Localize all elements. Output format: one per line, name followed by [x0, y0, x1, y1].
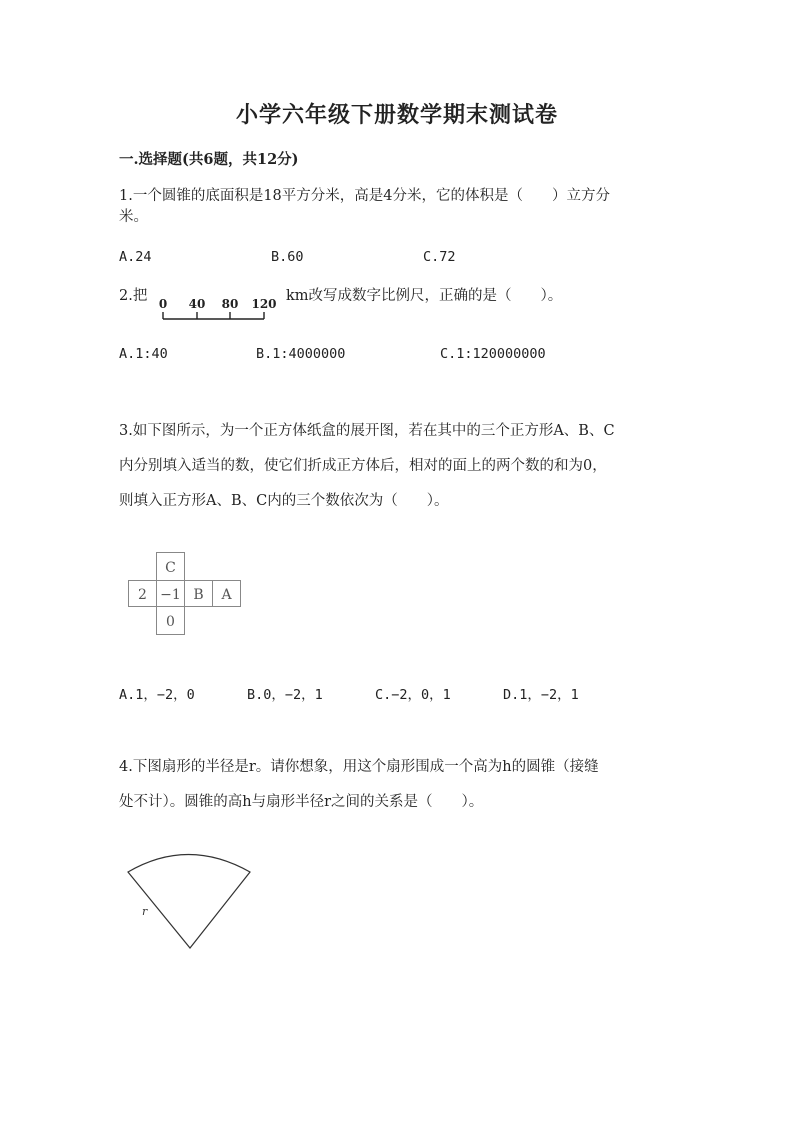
question-1-option-a[interactable]: A.24: [119, 249, 152, 265]
question-2-option-b[interactable]: B.1:4000000: [256, 346, 346, 362]
scale-bar-line: [163, 312, 264, 319]
question-3-line-2: 内分别填入适当的数，使它们折成正方体后，相对的面上的两个数的和为0，: [119, 458, 607, 474]
section-heading: 一.选择题(共6题，共12分): [119, 151, 299, 168]
cube-net-figure: [125, 550, 245, 640]
question-2-option-c[interactable]: C.1:120000000: [440, 346, 546, 362]
question-1-line-2: 米。: [119, 209, 148, 225]
scale-label-40: 40: [188, 297, 206, 311]
page-title: 小学六年级下册数学期末测试卷: [235, 102, 558, 128]
question-4-line-1: 4.下图扇形的半径是r。请你想象，用这个扇形围成一个高为h的圆锥（接缝: [119, 759, 599, 775]
net-label-c: C: [165, 560, 176, 576]
net-label-a: A: [221, 587, 232, 603]
question-2-option-a[interactable]: A.1:40: [119, 346, 168, 362]
sector-radius-label: r: [142, 905, 148, 918]
question-3-option-c[interactable]: C.−2，0，1: [375, 687, 451, 703]
question-3-line-1: 3.如下图所示，为一个正方体纸盒的展开图，若在其中的三个正方形A、B、C: [119, 423, 615, 439]
question-3-option-b[interactable]: B.0，−2，1: [247, 687, 323, 703]
question-2-suffix: km改写成数字比例尺，正确的是（ ）。: [286, 288, 563, 304]
net-label-0: 0: [166, 614, 175, 630]
net-label-minus-1: −1: [160, 587, 181, 603]
scale-label-0: 0: [158, 297, 168, 311]
question-1-option-b[interactable]: B.60: [271, 249, 304, 265]
net-label-b: B: [193, 587, 204, 603]
question-2-prefix: 2.把: [119, 288, 148, 304]
scale-label-120: 120: [251, 297, 277, 311]
question-3-option-d[interactable]: D.1，−2，1: [503, 687, 579, 703]
sector-shape: [128, 855, 250, 949]
question-1-option-c[interactable]: C.72: [423, 249, 456, 265]
question-3-line-3: 则填入正方形A、B、C内的三个数依次为（ ）。: [119, 493, 449, 509]
question-4-line-2: 处不计）。圆锥的高h与扇形半径r之间的关系是（ ）。: [119, 794, 484, 810]
scale-bar-figure: [155, 294, 280, 324]
question-1-line-1: 1.一个圆锥的底面积是18平方分米，高是4分米，它的体积是（ ）立方分: [119, 188, 611, 204]
net-label-2: 2: [138, 587, 147, 603]
scale-label-80: 80: [221, 297, 239, 311]
sector-figure: [120, 845, 260, 955]
question-3-option-a[interactable]: A.1，−2，0: [119, 687, 195, 703]
